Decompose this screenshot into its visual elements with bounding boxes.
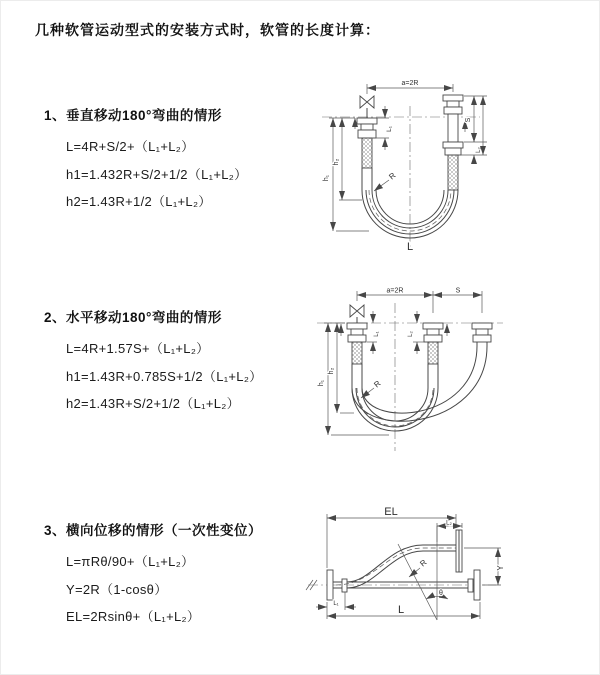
- angle-theta-construction: [398, 526, 448, 620]
- dim-label-y: Y: [496, 565, 505, 571]
- formula-line: h1=1.43R+0.785S+1/2（L₁+L₂）: [66, 368, 263, 384]
- section-2: [44, 306, 262, 418]
- right-pipe-fitting: [472, 323, 492, 346]
- dimension-l1: [367, 311, 380, 354]
- dimension-l1: [316, 592, 356, 610]
- dim-label-l1: L₁: [386, 126, 393, 132]
- upper-flange-fitting: [456, 530, 462, 572]
- dimension-a2r: [367, 80, 453, 94]
- dim-label-theta: θ: [439, 590, 443, 597]
- dim-label-r: R: [418, 557, 429, 569]
- dimension-l2: [408, 311, 424, 354]
- dim-label-h2: h₂: [333, 158, 340, 166]
- valve-icon: [350, 305, 364, 323]
- dimension-l: [327, 602, 480, 619]
- diagram-lateral-displacement: [298, 498, 598, 663]
- dim-label-l: L: [397, 604, 405, 616]
- formula-line: L=4R+S/2+（L₁+L₂）: [66, 139, 195, 154]
- left-pipe-fitting: [347, 323, 367, 364]
- section-heading: 2、水平移动180°弯曲的情形: [44, 310, 222, 325]
- dim-label-a2r: a=2R: [401, 80, 419, 87]
- dim-label-a2r: a=2R: [386, 287, 404, 295]
- formula-line: L=4R+1.57S+（L₁+L₂）: [66, 341, 210, 356]
- dimension-a2r-s: [357, 288, 482, 314]
- dim-label-r: R: [372, 378, 383, 390]
- dim-label-l1: L₁: [374, 331, 380, 337]
- dimension-l1: [372, 106, 393, 150]
- dim-label-h1: h₁: [318, 379, 325, 387]
- formula-line: L=πRθ/90+（L₁+L₂）: [66, 554, 195, 569]
- formula-line: h2=1.43R+1/2（L₁+L₂）: [66, 194, 212, 209]
- section-3: [44, 519, 262, 631]
- section-1: [44, 104, 247, 216]
- right-pipe-fitting: [443, 95, 463, 190]
- dim-label-l2: L₂: [476, 147, 482, 153]
- formula-line: h1=1.432R+S/2+1/2（L₁+L₂）: [66, 166, 248, 182]
- valve-icon: [360, 96, 374, 118]
- dim-label-l2: L₂: [408, 331, 414, 337]
- formula-line: h2=1.43R+S/2+1/2（L₁+L₂）: [66, 396, 240, 411]
- dim-label-el: EL: [384, 506, 398, 518]
- formula-line: EL=2Rsinθ+（L₁+L₂）: [66, 609, 201, 624]
- dim-label-r: R: [387, 170, 398, 182]
- dim-label-l2: L₂: [446, 520, 452, 527]
- dim-label-l: L: [406, 241, 414, 253]
- dim-label-s: S: [465, 117, 472, 123]
- dim-label-l1: L₁: [333, 601, 339, 607]
- dim-label-h2: h₂: [328, 367, 335, 375]
- radius-callout: [409, 558, 429, 577]
- section-heading: 3、横向位移的情形（一次性变位）: [44, 523, 263, 538]
- page-title: 几种软管运动型式的安装方式时，软管的长度计算：: [35, 22, 380, 38]
- formula-line: Y=2R（1-cosθ）: [66, 581, 168, 597]
- diagram-vertical-180-bend: [308, 72, 593, 257]
- section-heading: 1、垂直移动180°弯曲的情形: [44, 108, 222, 123]
- radius-callout: [361, 379, 383, 398]
- hose-u-bends: [352, 346, 487, 431]
- radius-callout: [374, 171, 398, 191]
- left-pipe-fitting: [357, 118, 377, 168]
- dim-label-h1: h₁: [323, 174, 330, 182]
- dim-label-s: S: [455, 287, 461, 295]
- middle-pipe-fitting: [423, 323, 443, 364]
- diagram-horizontal-180-bend: [305, 283, 595, 468]
